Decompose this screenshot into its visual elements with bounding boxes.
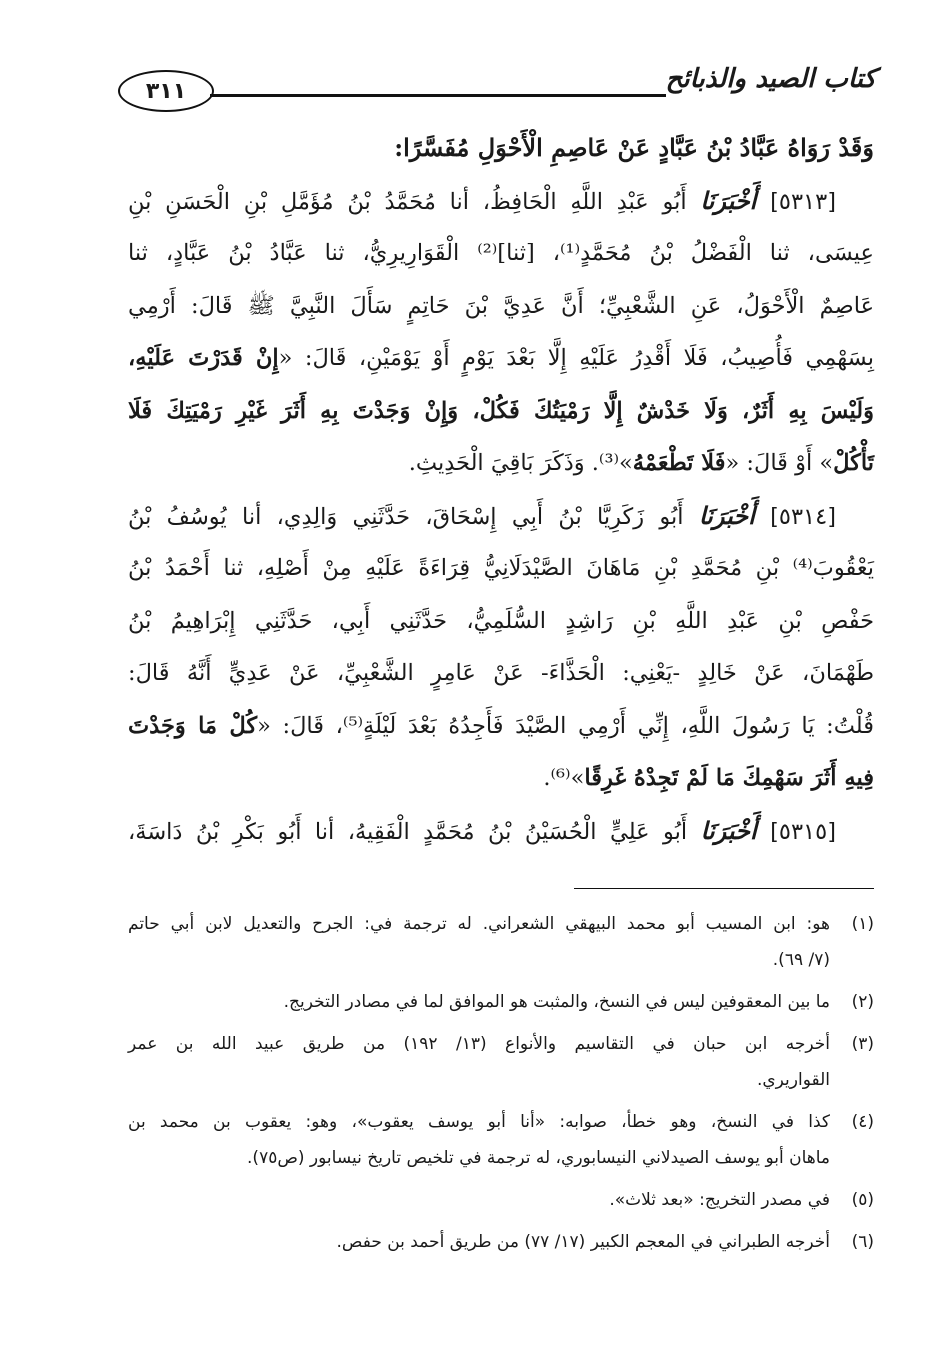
- hadith-number: [٥٣١٤]: [770, 503, 836, 530]
- footnote-line: كذا في النسخ، وهو خطأ، صوابه: «أنا أبو يوسف يعقوب»، وهو: يعقوب بن محمد بن: [128, 1112, 830, 1132]
- hadith-5314-line-1: [128, 490, 874, 543]
- text-span: أَبُو عَلِيٍّ الْحُسَيْنُ بْنُ مُحَمَّدٍ الْفَقِيهُ، أنا أَبُو بَكْرِ بْنُ دَاسَةَ،: [128, 818, 688, 845]
- hadith-5313-line-4: [128, 332, 874, 385]
- hadith-5314-line-4: طَهْمَانَ، عَنْ خَالِدٍ -يَعْنِي: الْحَذَّاءَ- عَنْ عَامِرٍ الشَّعْبِيِّ، عَنْ عَدِيٍّ أَنَّهُ قَالَ:: [128, 660, 874, 686]
- footnote-number: (١): [851, 914, 874, 934]
- hadith-5313-line-3: عَاصِمٌ الْأَحْوَلُ، عَنِ الشَّعْبِيِّ؛ أَنَّ عَدِيَّ بْنَ حَاتِمٍ سَأَلَ النَّبِيَّ ﷺ قَالَ: أَرْمِي: [128, 292, 874, 319]
- footnote-line: ماهان أبو يوسف الصيدلاني النيسابوري، له ترجمة في تلخيص تاريخ نيسابور (ص٧٥).: [247, 1148, 830, 1168]
- text-span: أَبُو زَكَرِيَّا بْنُ أَبِي إِسْحَاقَ، حَدَّثَنِي وَالِدِي، أنا يُوسُفُ بْنُ: [128, 503, 684, 530]
- hadith-5313-line-1: [128, 175, 874, 228]
- akhbarana-word: أَخْبَرَنَا: [700, 186, 757, 215]
- footnote-line: أخرجه الطبراني في المعجم الكبير (١٧/ ٧٧) من طريق أحمد بن حفص.: [336, 1232, 830, 1252]
- footnote-separator: [574, 888, 874, 889]
- footnote-number: (٣): [851, 1034, 874, 1054]
- footnote-line: هو: ابن المسيب أبو محمد البيهقي الشعراني. له ترجمة في: الجرح والتعديل لابن أبي حاتم: [128, 914, 830, 934]
- hadith-5314-line-6: [128, 752, 874, 805]
- footnote: [128, 1224, 874, 1260]
- text-span: أَبُو عَبْدِ اللَّهِ الْحَافِظُ، أنا مُحَمَّدُ بْنُ مُؤَمَّلِ بْنِ الْحَسَنِ بْنِ: [128, 188, 687, 215]
- hadith-5315-line-1: [128, 805, 874, 858]
- footnote-line: في مصدر التخريج: «بعد ثلاث».: [609, 1190, 830, 1210]
- footnote-number: (٦): [851, 1232, 874, 1252]
- footnotes: [128, 906, 874, 1266]
- main-text: [128, 122, 874, 857]
- footnote-line: القواريري.: [756, 1070, 830, 1090]
- footnote: [128, 1026, 874, 1098]
- text-span: بِسَهْمِي فَأُصِيبُ، فَلَا أَقْدِرُ عَلَيْهِ إِلَّا بَعْدَ يَوْمٍ أَوْ يَوْمَيْنِ، قَالَ: «: [278, 345, 874, 371]
- text-span: »⁽³⁾. وَذَكَرَ بَاقِيَ الْحَدِيثِ.: [408, 450, 633, 476]
- akhbarana-word: أَخْبَرَنَا: [698, 501, 755, 530]
- page-number-badge: [118, 70, 214, 112]
- text-span: قُلْتُ: يَا رَسُولَ اللَّهِ، إِنِّي أَرْمِي الصَّيْدَ فَأَجِدُهُ بَعْدَ لَيْلَةٍ⁽⁵⁾، قَالَ: «: [257, 712, 874, 739]
- footnote-number: (٥): [851, 1190, 874, 1210]
- akhbarana-word: أَخْبَرَنَا: [700, 816, 757, 845]
- page-header: [118, 62, 876, 118]
- header-rule: [210, 94, 666, 97]
- hadith-5313-line-6: [128, 437, 874, 490]
- text-span: » أَوْ قَالَ: «: [725, 450, 834, 476]
- prophetic-quote: كُلْ مَا وَجَدْتَ: [128, 712, 258, 739]
- prophetic-quote: فِيهِ أَثَرَ سَهْمِكَ مَا لَمْ تَجِدْهُ غَرِقًا: [584, 765, 874, 791]
- footnote-number: (٤): [851, 1112, 874, 1132]
- footnote: [128, 1104, 874, 1176]
- section-heading: وَقَدْ رَوَاهُ عَبَّادُ بْنُ عَبَّادٍ عَنْ عَاصِمِ الْأَحْوَلِ مُفَسَّرًا:: [394, 133, 874, 162]
- hadith-number: [٥٣١٥]: [770, 818, 837, 845]
- running-title: كتاب الصيد والذبائح: [665, 64, 876, 94]
- footnote-line: (٧/ ٦٩).: [772, 950, 830, 970]
- page-number: ٣١١: [145, 78, 187, 104]
- hadith-5314-line-5: [128, 700, 874, 753]
- prophetic-quote: إِنْ قَدَرْتَ عَلَيْهِ،: [128, 345, 279, 371]
- footnote-line: ما بين المعقوفين ليس في النسخ، والمثبت هو الموافق لما في مصادر التخريج.: [283, 992, 830, 1012]
- hadith-5313-line-5: وَلَيْسَ بِهِ أَثَرٌ، وَلَا خَدْشٌ إِلَّا رَمْيَتُكَ فَكُلْ، وَإِنْ وَجَدْتَ بِهِ أَثَرَ غَيْرِ رَمْيَتِكَ فَلَا: [128, 397, 874, 424]
- hadith-5314-line-2: يَعْقُوبَ⁽⁴⁾ بْنِ مُحَمَّدِ بْنِ مَاهَانَ الصَّيْدَلَانِيُّ قِرَاءَةً عَلَيْهِ مِنْ أَصْلِهِ، ثنا أَحْمَدُ بْنُ: [128, 555, 874, 581]
- hadith-number: [٥٣١٣]: [770, 188, 836, 215]
- footnote: [128, 1182, 874, 1218]
- prophetic-quote: فَلَا تَطْعَمْهُ: [632, 450, 726, 476]
- footnote: [128, 984, 874, 1020]
- footnote: [128, 906, 874, 978]
- hadith-5313-line-2: عِيسَى، ثنا الْفَضْلُ بْنُ مُحَمَّدٍ⁽¹⁾، [ثنا]⁽²⁾ الْقَوَارِيرِيُّ، ثنا عَبَّادُ بْنُ عَبَّادٍ، ثنا: [128, 240, 874, 266]
- hadith-5314-line-3: حَفْصِ بْنِ عَبْدِ اللَّهِ بْنِ رَاشِدٍ السُّلَمِيُّ، حَدَّثَنِي أَبِي، حَدَّثَنِي إِبْرَاهِيمُ بْنُ: [128, 607, 874, 634]
- footnote-number: (٢): [851, 992, 874, 1012]
- prophetic-quote: تَأْكُلْ: [833, 450, 874, 476]
- footnote-line: أخرجه ابن حبان في التقاسيم والأنواع (١٣/ ١٩٢) من طريق عبيد الله بن عمر: [128, 1034, 830, 1054]
- text-span: »⁽⁶⁾.: [543, 765, 585, 791]
